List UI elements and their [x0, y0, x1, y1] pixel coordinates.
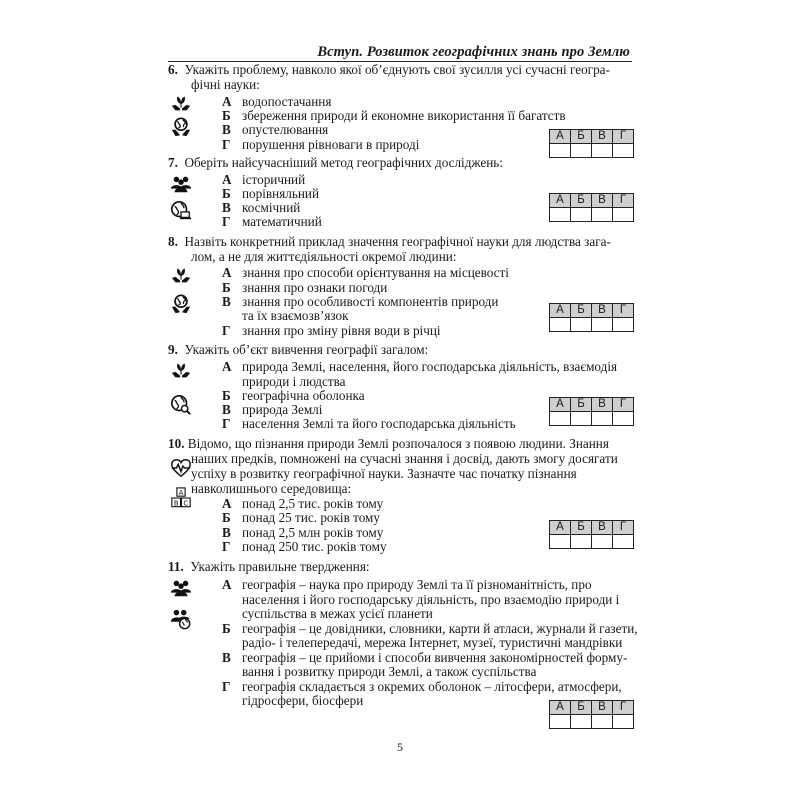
answer-cell[interactable]	[550, 144, 571, 158]
option-text: географія – наука про природу Землі та її різноманітність, про	[242, 577, 592, 592]
abc-blocks-icon	[170, 487, 192, 509]
answer-cell[interactable]	[613, 144, 634, 158]
option-text: населення і його господарську діяльність, про взаємодію природи і	[242, 592, 620, 607]
option-text: космічний	[242, 200, 301, 215]
plant-hands-icon	[170, 93, 192, 115]
answer-grid	[549, 303, 634, 332]
running-header: Вступ. Розвиток географічних знань про Землю	[317, 44, 630, 60]
option-letter: Б	[222, 388, 231, 403]
answer-column-g: Г	[613, 398, 634, 412]
option-letter: А	[222, 265, 232, 280]
answer-column-v: В	[592, 130, 613, 144]
globe-search-icon	[170, 394, 192, 416]
answer-cell[interactable]	[550, 318, 571, 332]
option-letter: Б	[222, 108, 231, 123]
option-letter: В	[222, 525, 231, 540]
answer-cell[interactable]	[592, 715, 613, 729]
answer-cell[interactable]	[592, 318, 613, 332]
answer-column-a: А	[550, 701, 571, 715]
option-text: порушення рівноваги в природі	[242, 137, 420, 152]
option-text: збереження природи й економне використання її багатств	[242, 108, 566, 123]
answer-column-v: В	[592, 701, 613, 715]
answer-cell[interactable]	[592, 144, 613, 158]
answer-grid	[549, 520, 634, 549]
question-text-line: навколишнього середовища:	[191, 481, 352, 496]
option-letter: Г	[222, 214, 231, 229]
option-letter: А	[222, 359, 232, 374]
answer-column-g: Г	[613, 194, 634, 208]
option-letter: Г	[222, 679, 231, 694]
answer-column-v: В	[592, 194, 613, 208]
option-text: географія – це довідники, словники, карти й атласи, журнали й газети,	[242, 621, 638, 636]
option-letter: Б	[222, 621, 231, 636]
option-letter: Г	[222, 137, 231, 152]
answer-grid	[549, 700, 634, 729]
question-text-line: лом, а не для життєдіяльності окремої людини:	[191, 249, 457, 264]
option-text: порівняльний	[242, 186, 320, 201]
option-text: водопостачання	[242, 94, 332, 109]
option-letter: В	[222, 402, 231, 417]
answer-column-g: Г	[613, 304, 634, 318]
option-text: географія складається з окремих оболонок – літосфери, атмосфери,	[242, 679, 622, 694]
option-text: населення Землі та його господарська діяльність	[242, 416, 516, 431]
option-text: знання про ознаки погоди	[242, 280, 388, 295]
answer-cell[interactable]	[613, 318, 634, 332]
answer-column-g: Г	[613, 521, 634, 535]
option-text: географічна оболонка	[242, 388, 365, 403]
heart-pulse-icon	[170, 457, 192, 479]
answer-cell[interactable]	[571, 144, 592, 158]
option-text: понад 250 тис. років тому	[242, 539, 387, 554]
answer-column-g: Г	[613, 701, 634, 715]
option-letter: Г	[222, 539, 231, 554]
answer-cell[interactable]	[592, 535, 613, 549]
answer-cell[interactable]	[571, 208, 592, 222]
people-group-icon	[170, 577, 192, 599]
svg-text:B: B	[173, 499, 179, 508]
answer-cell[interactable]	[550, 535, 571, 549]
question-text-line: 8. Назвіть конкретний приклад значення географічної науки для людства зага-	[168, 234, 611, 249]
option-text: знання про зміну рівня води в річці	[242, 323, 441, 338]
answer-grid	[549, 129, 634, 158]
question-text-line: наших предків, помножені на сучасні знання і досвід, дають змогу досягати	[191, 451, 618, 466]
answer-column-v: В	[592, 304, 613, 318]
question-text-line: 11. Укажіть правильне твердження:	[168, 559, 370, 574]
option-letter: В	[222, 294, 231, 309]
option-letter: Г	[222, 323, 231, 338]
answer-cell[interactable]	[613, 208, 634, 222]
option-text: вання і розвитку природи Землі, а також суспільства	[242, 664, 537, 679]
answer-cell[interactable]	[592, 208, 613, 222]
option-text: природи і людства	[242, 374, 346, 389]
answer-cell[interactable]	[550, 412, 571, 426]
option-letter: В	[222, 200, 231, 215]
people-group-icon	[170, 173, 192, 195]
question-text-line: успіху в розвитку географічної науки. Зазначте час початку пізнання	[191, 466, 577, 481]
option-letter: В	[222, 650, 231, 665]
answer-grid	[549, 193, 634, 222]
answer-cell[interactable]	[613, 412, 634, 426]
option-letter: Г	[222, 416, 231, 431]
people-globe-icon	[170, 608, 192, 630]
answer-column-b: Б	[571, 398, 592, 412]
answer-column-b: Б	[571, 521, 592, 535]
answer-grid	[549, 397, 634, 426]
answer-cell[interactable]	[550, 715, 571, 729]
answer-cell[interactable]	[571, 412, 592, 426]
option-text: знання про особливості компонентів природи	[242, 294, 499, 309]
answer-cell[interactable]	[613, 715, 634, 729]
option-text: історичний	[242, 172, 306, 187]
answer-cell[interactable]	[592, 412, 613, 426]
answer-cell[interactable]	[571, 535, 592, 549]
answer-column-a: А	[550, 194, 571, 208]
option-text: природа Землі, населення, його господарська діяльність, взаємодія	[242, 359, 618, 374]
answer-column-b: Б	[571, 701, 592, 715]
option-letter: Б	[222, 510, 231, 525]
answer-column-b: Б	[571, 194, 592, 208]
question-text-line: 9. Укажіть об’єкт вивчення географії загалом:	[168, 342, 429, 357]
option-text: опустелювання	[242, 122, 329, 137]
answer-cell[interactable]	[571, 715, 592, 729]
answer-column-v: В	[592, 398, 613, 412]
page-number: 5	[397, 740, 403, 754]
answer-column-a: А	[550, 304, 571, 318]
option-text: понад 25 тис. років тому	[242, 510, 380, 525]
globe-hands-icon	[170, 293, 192, 315]
answer-column-v: В	[592, 521, 613, 535]
option-letter: В	[222, 122, 231, 137]
globe-hands-icon	[170, 116, 192, 138]
svg-text:C: C	[183, 499, 189, 508]
option-letter: Б	[222, 186, 231, 201]
option-text: та їх взаємозв’язок	[242, 308, 349, 323]
answer-cell[interactable]	[613, 535, 634, 549]
question-text-line: 7. Оберіть найсучасніший метод географічних досліджень:	[168, 155, 503, 170]
answer-cell[interactable]	[571, 318, 592, 332]
plant-hands-icon	[170, 265, 192, 287]
option-letter: А	[222, 577, 232, 592]
option-letter: Б	[222, 280, 231, 295]
question-text-line: 6. Укажіть проблему, навколо якої об’єднують свої зусилля усі сучасні геогра-	[168, 62, 610, 77]
answer-column-a: А	[550, 521, 571, 535]
svg-text:A: A	[178, 488, 184, 497]
option-text: понад 2,5 млн років тому	[242, 525, 384, 540]
option-letter: А	[222, 496, 232, 511]
answer-column-g: Г	[613, 130, 634, 144]
option-text: математичний	[242, 214, 322, 229]
question-text-line: фічні науки:	[191, 77, 260, 92]
option-text: суспільства в межах усієї планети	[242, 606, 433, 621]
answer-column-b: Б	[571, 130, 592, 144]
option-letter: А	[222, 172, 232, 187]
option-text: знання про способи орієнтування на місцевості	[242, 265, 509, 280]
option-text: природа Землі	[242, 402, 323, 417]
globe-laptop-icon	[170, 200, 192, 222]
answer-column-a: А	[550, 130, 571, 144]
option-text: гідросфери, біосфери	[242, 693, 364, 708]
answer-column-a: А	[550, 398, 571, 412]
answer-cell[interactable]	[550, 208, 571, 222]
option-text: радіо- і телепередачі, мережа Інтернет, музеї, туристичні мандрівки	[242, 635, 623, 650]
option-text: географія – це прийоми і способи вивчення закономірностей форму-	[242, 650, 628, 665]
answer-column-b: Б	[571, 304, 592, 318]
option-text: понад 2,5 тис. років тому	[242, 496, 384, 511]
question-text-line: 10. Відомо, що пізнання природи Землі розпочалося з появою людини. Знання	[168, 436, 609, 451]
plant-hands-icon	[170, 360, 192, 382]
option-letter: А	[222, 94, 232, 109]
